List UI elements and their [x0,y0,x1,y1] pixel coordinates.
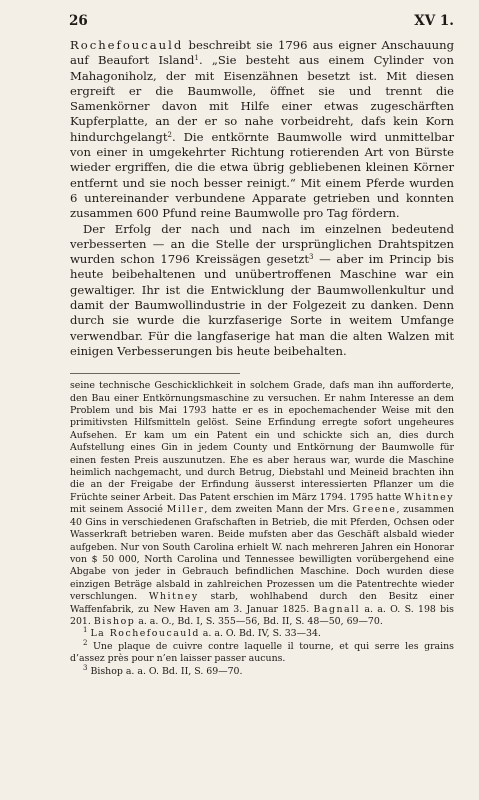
chapter-marker: XV 1. [414,13,454,29]
author-name: Rochefoucauld [70,38,184,52]
footnote-divider [70,373,240,374]
footnote-continuation: seine technische Geschicklichkeit in solchem Grade, dafs man ihn aufforderte, den Bau einer Entkörnungsmaschine zu versuchen. Er nahm Interesse an dem Problem und bis Mai 1793 hatte er es in epochemachender Weise mit den primitivsten Hilfsmitteln gelöst. Seine Erfindung erregte sofort ungeheures Aufsehen. Er kam um ein Patent ein und schickte sich an, dies durch Aufstellung eines Gin in jedem County und Entkörnung der Baumwolle für einen festen Preis auszunutzen. Ehe es aber heraus war, wurde die Maschine heimlich nachgemacht, und durch Betrug, Diebstahl und Meineid brachten ihn die an der Freigabe der Erfindung äusserst interessierten Pflanzer um die Früchte seiner Arbeit. Das Patent erschien im März 1794. 1795 hatte Whitney mit seinem Associé Miller, dem zweiten Mann der Mrs. Greene, zusammen 40 Gins in verschiedenen Grafschaften in Betrieb, die mit Pferden, Ochsen oder Wasserkraft betrieben waren. Beide mufsten aber das Geschäft alsbald wieder aufgeben. Nur von South Carolina erhielt W. nach mehreren Jahren ein Honorar von $ 50 000, North Carolina und Tennessee bewilligten vorübergehend eine Abgabe von jeder in Gebrauch befindlichen Maschine. Doch wurden diese einzigen Beträge alsbald in zahlreichen Prozessen um die Patentrechte wieder verschlungen. Whitney starb, wohlhabend durch den Besitz einer Waffenfabrik, zu New Haven am 3. Januar 1825. Bagnall a. a. O. S. 198 bis 201. Bishop a. a. O., Bd. I, S. 355—56, Bd. II, S. 48—50, 69—70. [70,380,454,627]
footnote-1: $^1$ La Rochefoucauld a. a. O. Bd. IV, S. 33—34. [83,626,321,640]
running-header [70,13,454,29]
footnote-ref-3: 3 [309,253,314,262]
footnote-ref-2: 2 [167,130,172,139]
footnote-2: $^2$ Une plaque de cuivre contre laquelle il tourne, et qui serre les grains d’assez près pour n’en laisser passer aucuns. [70,638,454,665]
footnote-number: 1 [83,626,88,635]
footnote-3: $^3$ Bishop a. a. O. Bd. II, S. 69—70. [83,663,243,677]
main-text [70,38,454,359]
footnote-ref-1: 1 [194,54,199,63]
paragraph-1: Rochefoucauld beschreibt sie 1796 aus eigner Anschauung auf Beaufort Island$^1$. „Sie besteht aus einem Cylinder von Mahagoniholz, der mit Eisenzähnen besetzt ist. Mit diesen ergreift er die Baumwolle, öffnet sie und trennt die Samenkörner davon mit Hilfe einer etwas zugeschärften Kupferplatte, an der er so nahe vorbeidreht, dafs kein Korn hindurchgelangt$^2$. Die entkörnte Baumwolle wird unmittelbar von einer in umgekehrter Richtung rotierenden Art von Bürste wieder ergriffen, die die etwa übrig gebliebenen kleinen Körner entfernt und sie noch besser reinigt.“ Mit einem Pferde wurden 6 untereinander verbundene Apparate getrieben und konnten zusammen 600 Pfund reine Baumwolle pro Tag fördern. [70,38,454,221]
footnote-number: 3 [83,663,88,672]
footnote-number: 2 [83,638,88,647]
paragraph-2: Der Erfolg der nach und nach im einzelnen bedeutend verbesserten — an die Stelle der ursprünglichen Drahtspitzen wurden schon 1796 Kreissägen gesetzt$^3$ — aber im Princip bis heute beibehaltenen und unübertroffenen Maschine war ein gewaltiger. Ihr ist die Entwicklung der Baumwollenkultur und damit der Baumwollindustrie in der Folgezeit zu danken. Denn durch sie wurde die kurzfaserige Sorte in weitem Umfange verwendbar. Für die langfaserige hat man die alten Walzen mit einigen Verbesserungen bis heute beibehalten. [70,221,454,358]
footnotes [70,380,454,678]
page-number: 26 [69,13,88,29]
